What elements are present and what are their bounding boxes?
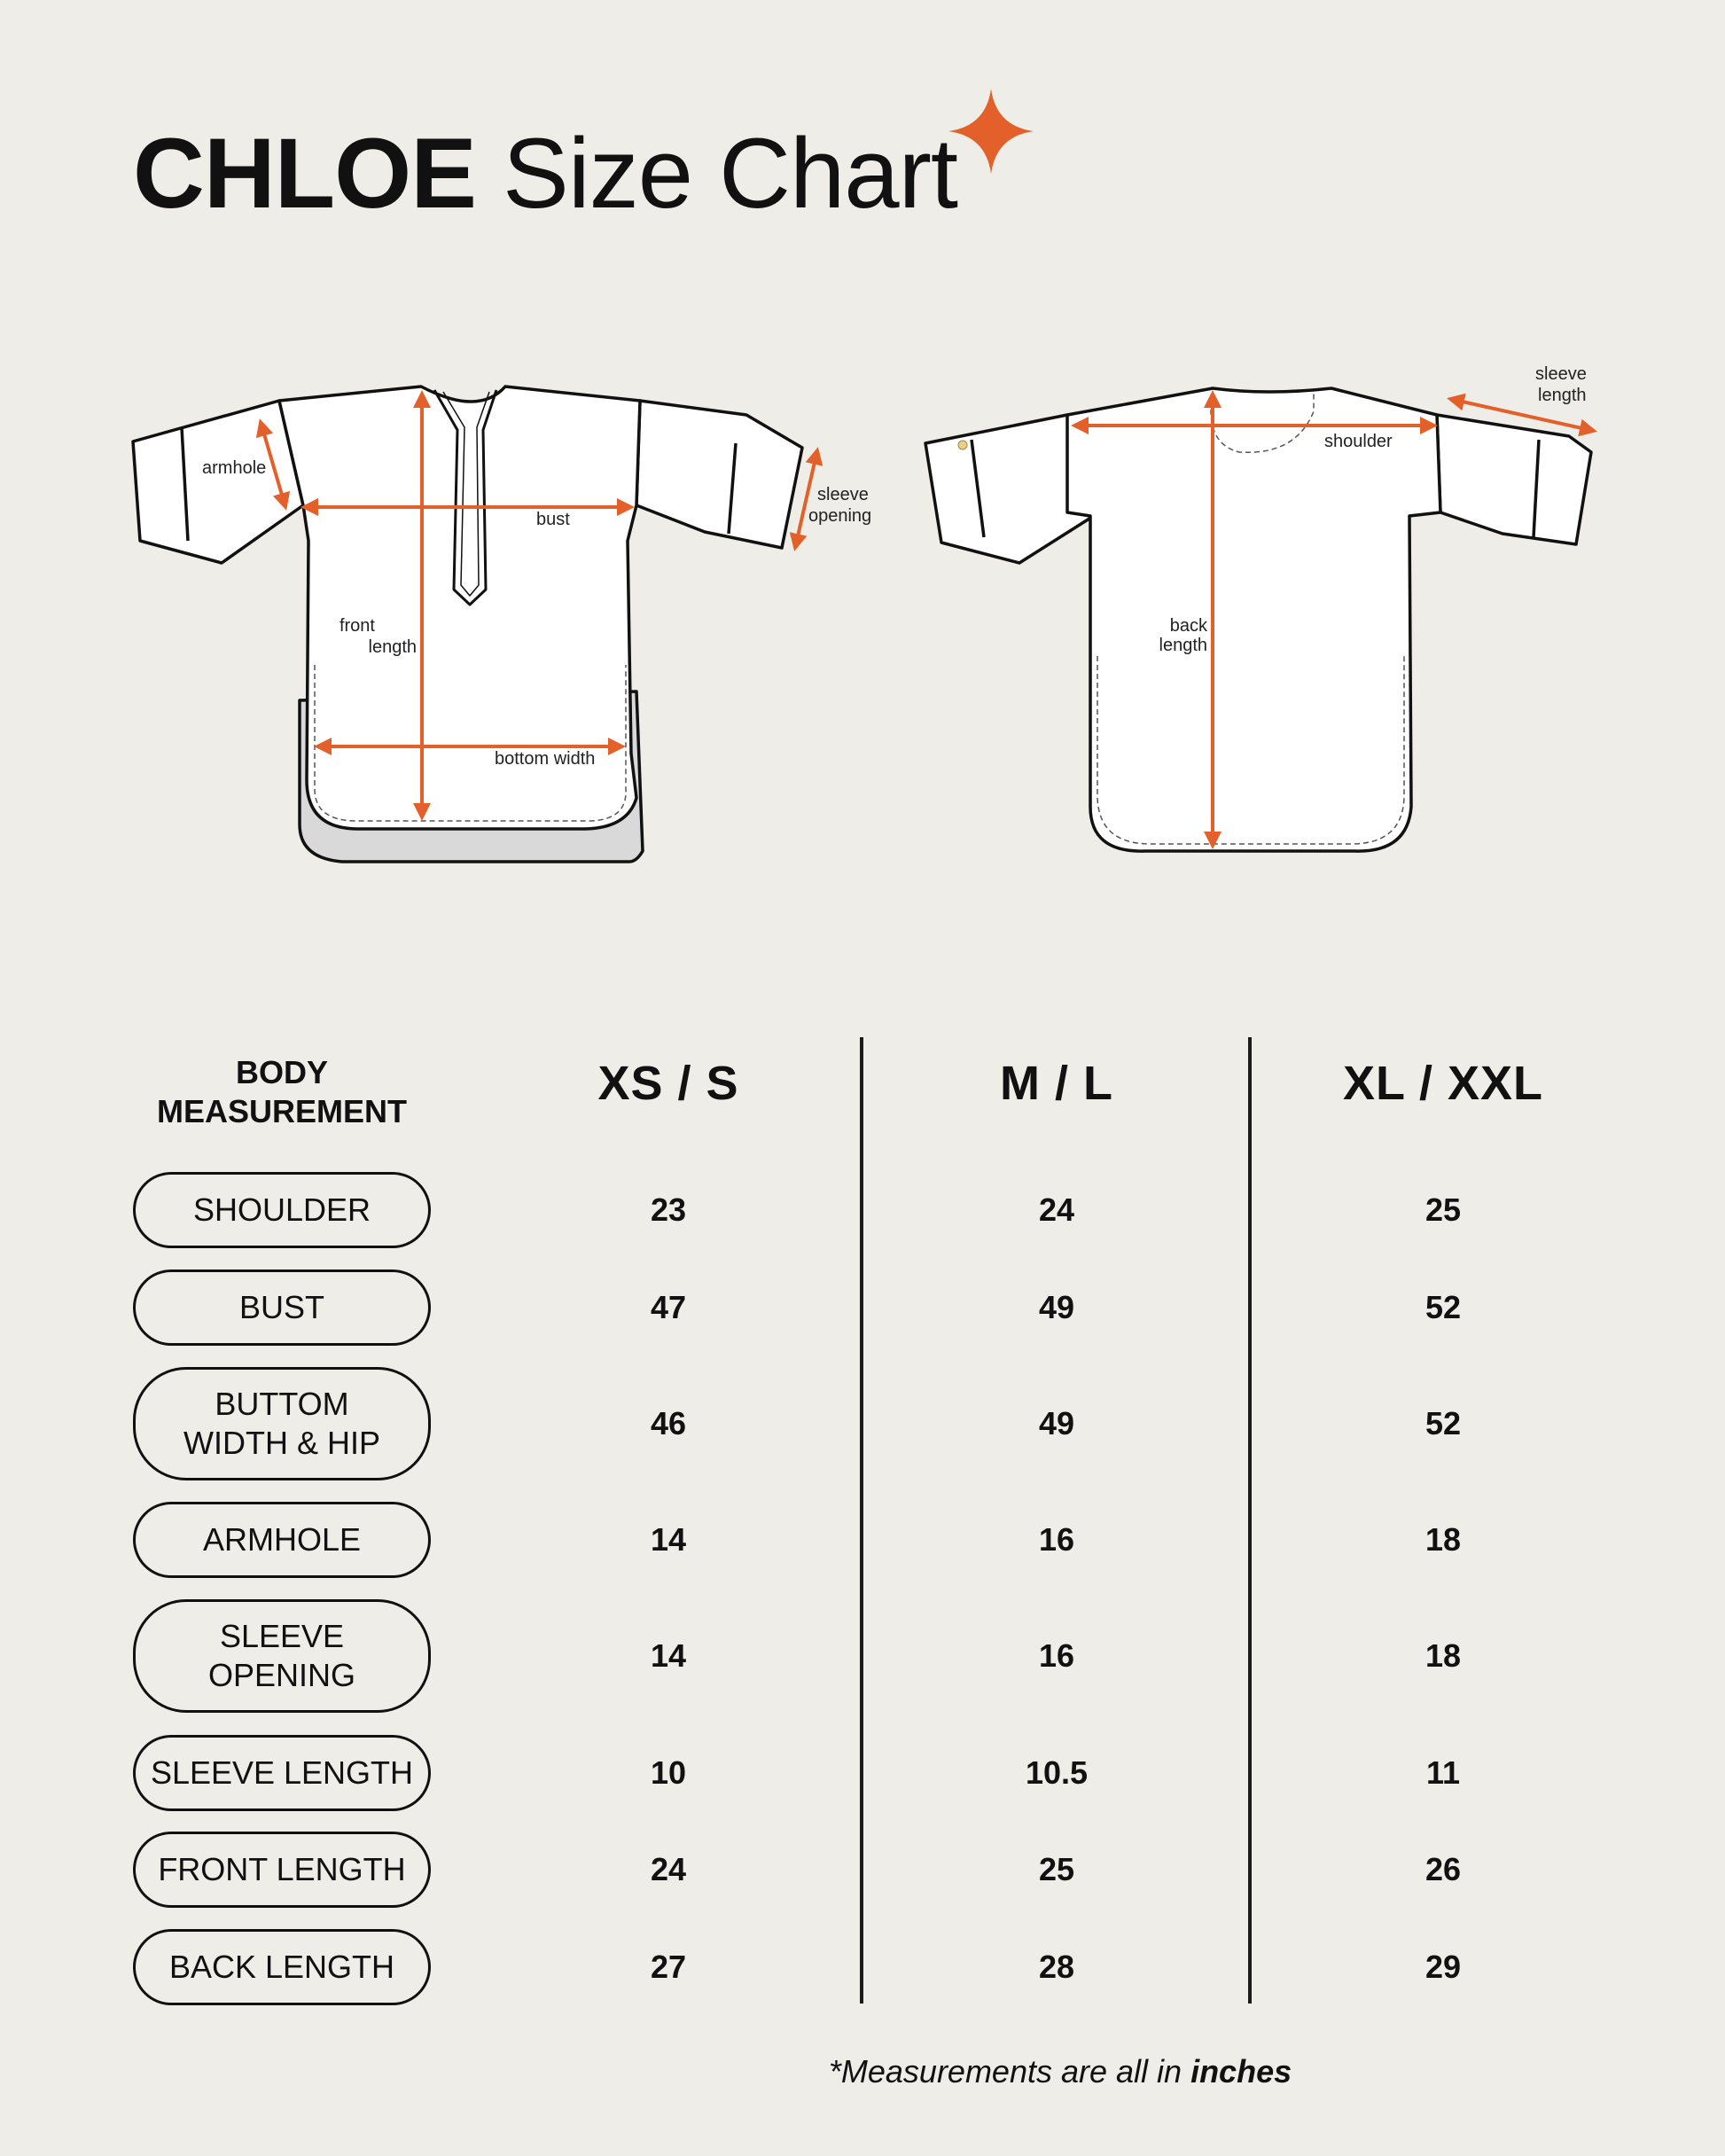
cell-value: 52: [1424, 1289, 1462, 1325]
cell-value: 10.5: [1025, 1754, 1089, 1791]
row-label-pill: SLEEVE LENGTH: [133, 1735, 431, 1811]
cell-value: 26: [1424, 1851, 1462, 1887]
cell-value: 25: [1038, 1851, 1075, 1887]
row-label-pill: SHOULDER: [133, 1172, 431, 1248]
cell-value: 24: [650, 1851, 687, 1887]
footnote-prefix: *Measurements are all in: [828, 2053, 1191, 2090]
label-armhole: armhole: [202, 458, 267, 478]
label-sleeve-opening-1: sleeve: [817, 485, 869, 504]
cell-value: 14: [650, 1521, 687, 1558]
label-sleeve-opening-2: opening: [808, 506, 872, 526]
row-label-pill: ARMHOLE: [133, 1502, 431, 1578]
body-header-line-2: MEASUREMENT: [156, 1093, 407, 1129]
label-back-length-1: back: [1169, 616, 1207, 636]
cell-value: 11: [1425, 1754, 1461, 1791]
cell-value: 14: [650, 1637, 687, 1674]
size-header-xs-s: XS / S: [597, 1057, 739, 1110]
label-sleeve-length-2: length: [1538, 386, 1587, 405]
footnote-unit: inches: [1190, 2053, 1292, 2090]
cell-value: 28: [1038, 1949, 1075, 1985]
body-measurement-header: [133, 1053, 431, 1131]
cell-value: 18: [1424, 1637, 1462, 1674]
title-brand: CHLOE: [133, 118, 476, 229]
cell-value: 47: [650, 1289, 687, 1325]
back-garment-diagram: [913, 355, 1622, 878]
page-title: [133, 118, 957, 229]
row-label-pill: FRONT LENGTH: [133, 1832, 431, 1908]
row-label-pill: BUTTOM WIDTH & HIP: [133, 1367, 431, 1480]
cell-value: 52: [1424, 1405, 1462, 1441]
label-sleeve-length-1: sleeve: [1535, 364, 1587, 384]
label-bust: bust: [536, 510, 570, 529]
row-label-pill: BACK LENGTH: [133, 1929, 431, 2005]
row-label-pill: SLEEVE OPENING: [133, 1599, 431, 1713]
label-bottom-width: bottom width: [495, 749, 596, 769]
cell-value: 18: [1424, 1521, 1462, 1558]
cell-value: 16: [1038, 1637, 1075, 1674]
cell-value: 24: [1038, 1191, 1075, 1228]
cell-value: 29: [1424, 1949, 1462, 1985]
cell-value: 49: [1038, 1405, 1075, 1441]
label-front-length-2: length: [368, 637, 417, 657]
sparkle-icon: [948, 89, 1034, 174]
label-back-length-2: length: [1159, 636, 1207, 655]
footnote: [0, 2053, 1725, 2090]
cell-value: 25: [1424, 1191, 1462, 1228]
cell-value: 46: [650, 1405, 687, 1441]
size-header-xl-xxl: XL / XXL: [1342, 1057, 1544, 1110]
column-divider: [860, 1037, 863, 2004]
cell-value: 10: [650, 1754, 687, 1791]
title-rest: Size Chart: [503, 118, 957, 229]
label-front-length-1: front: [339, 616, 375, 636]
cell-value: 27: [650, 1949, 687, 1985]
cell-value: 23: [650, 1191, 687, 1228]
row-label-pill: BUST: [133, 1269, 431, 1346]
cell-value: 49: [1038, 1289, 1075, 1325]
body-header-line-1: BODY: [235, 1054, 328, 1090]
front-garment-diagram: [124, 372, 904, 878]
label-shoulder: shoulder: [1324, 432, 1393, 451]
back-shirt-outline: [925, 388, 1591, 851]
column-divider: [1248, 1037, 1252, 2004]
size-header-m-l: M / L: [1000, 1057, 1113, 1110]
cell-value: 16: [1038, 1521, 1075, 1558]
